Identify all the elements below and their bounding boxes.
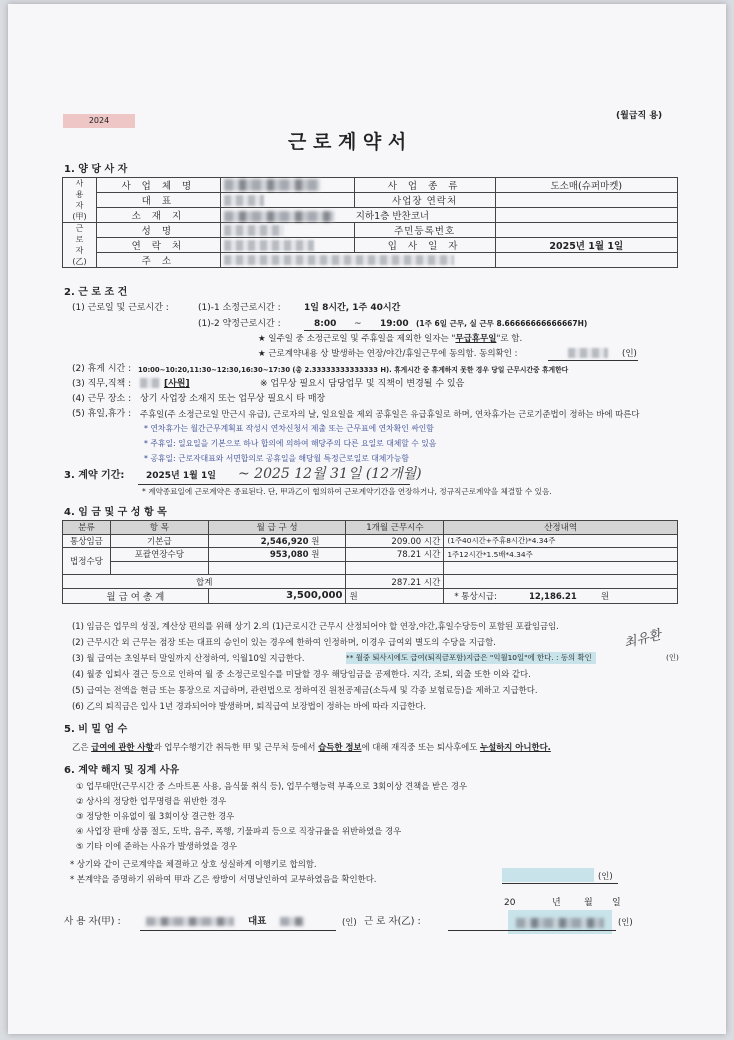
employee-address-value [220, 253, 495, 268]
business-phone-label: 사업장 연락처 [354, 193, 495, 208]
employee-signature-label: 근 로 자(乙) : [364, 916, 421, 927]
company-name-label: 사 업 체 명 [96, 178, 220, 193]
job-value: [사원] [164, 379, 190, 389]
closing-proof: * 본계약을 증명하기 위하여 甲과 乙은 쌍방이 서명날인하여 교부하였음을 확인한다. [70, 874, 377, 884]
contract-note: * 계약종료일에 근로계약은 종료된다. 단, 甲과乙이 협의하여 근로계약기간을 연장하거나, 정규직근로계약을 체결할 수 있음. [142, 487, 552, 496]
employee-name-value [220, 223, 354, 238]
closing-agreement: * 상기와 같이 근로계약을 체결하고 상호 성실하게 이행키로 합의함. [70, 859, 317, 869]
wage-header-amount: 월 급 구 성 [208, 521, 346, 535]
contract-paper [8, 4, 726, 1034]
holiday-bullet-3: * 공휴일: 근로자대표와 서면합의로 공휴일을 해당월 특정근로일로 대체가능함 [144, 454, 409, 463]
employee-address-right-empty [495, 253, 677, 268]
employee-name-label: 성 명 [96, 223, 220, 238]
employer-group-label: 사 용 자 (甲) [63, 178, 97, 223]
termination-item-5: ⑤ 기타 이에 준하는 사유가 발생하였을 경우 [76, 841, 238, 851]
wage-note-1: (1) 임금은 업무의 성질, 계산상 편의를 위해 상기 2.의 (1)근로시간 근무시 산정되어야 할 연장,야간,휴일수당등이 포함된 포괄임금임. [72, 621, 559, 631]
holiday-value: 주휴일(주 소정근로일 만근시 유급), 근로자의 날, 일요일을 제외 공휴일은 유급휴일로 하며, 연차휴가는 근로기준법이 정하는 바에 따른다 [140, 409, 640, 419]
wage-header-calc: 산정내역 [444, 521, 678, 535]
closing-seal: (인) [598, 871, 613, 881]
holiday-bullet-1: * 연차휴가는 월간근무계획표 작성시 연차신청서 제출 또는 근무표에 연차확인 싸인함 [144, 424, 434, 433]
parties-table [62, 177, 678, 268]
section5-heading: 5. 비 밀 엄 수 [64, 724, 128, 735]
job-label: (3) 직무,직책 : [72, 379, 132, 389]
time-underline [304, 330, 412, 331]
consent-underline [548, 360, 638, 361]
table-row [63, 548, 678, 562]
date-day-unit: 일 [612, 898, 621, 908]
business-phone-value [495, 193, 677, 208]
handwritten-signature: 최유환 [622, 627, 663, 652]
closing-highlight [502, 868, 594, 882]
wage-table [62, 520, 678, 604]
employer-seal: (인) [342, 917, 357, 927]
sum-hours: 287.21 시간 [346, 575, 444, 589]
place-label: (4) 근무 장소 : [72, 394, 132, 404]
business-type-value: 도소매(슈퍼마켓) [495, 178, 677, 193]
date-year: 20 [504, 898, 516, 908]
contract-underline [138, 484, 410, 485]
employee-underline [448, 930, 616, 931]
start-date-value: 2025년 1월 1일 [495, 238, 677, 253]
place-value: 상기 사업장 소재지 또는 업무상 필요시 타 매장 [140, 394, 326, 404]
contract-end-handwritten: ~ 2025 12월 31일 (12개월) [238, 466, 422, 482]
job-note: ※ 업무상 필요시 담당업무 및 직책이 변경될 수 있음 [260, 379, 465, 389]
row-hours: 78.21 시간 [346, 548, 444, 562]
wage-note-2: (2) 근무시간 외 근무는 점장 또는 대표의 승인이 있는 경우에 한하여 인정하며, 이경우 급여외 별도의 수당을 지급함. [72, 637, 496, 647]
agreed-start: 8:00 [314, 319, 337, 329]
table-row [63, 534, 678, 548]
agreed-note: (1주 6일 근무, 실 근무 8.66666666666667H) [416, 319, 588, 328]
row-calc: 1주12시간*1.5배*4.34주 [444, 548, 678, 562]
representative-value [220, 193, 354, 208]
agreed-tilde: ~ [354, 319, 362, 329]
wage-header-hours: 1개월 근무시수 [346, 521, 444, 535]
employer-name-redacted [146, 917, 234, 926]
agreed-end: 19:00 [380, 319, 409, 329]
employee-group-label: 근 로 자 (乙) [63, 223, 97, 268]
employer-signature-label: 사 용 자(甲) : [64, 916, 121, 927]
wage-note-3: (3) 월 급여는 초일부터 말일까지 산정하여, 익월10일 지급한다. [72, 653, 305, 663]
employee-seal: (인) [618, 917, 633, 927]
total-label: 월 급 여 총 계 [63, 588, 209, 603]
wage-note-4: (4) 월중 입퇴사 결근 등으로 인하여 월 중 소정근로일수를 미달할 경우 해당임금을 공제한다. 지각, 조퇴, 외출 또한 이와 같다. [72, 669, 531, 679]
section6-heading: 6. 계약 해지 및 징계 사유 [64, 765, 180, 776]
section1-heading: 1. 양 당 사 자 [64, 164, 128, 175]
overtime-consent: ★ 근로계약내용 상 발생하는 연장/야간/휴일근무에 동의함. 동의확인 : [258, 349, 518, 359]
termination-item-4: ④ 사업장 판매 상품 절도, 도박, 음주, 폭행, 기물파괴 등으로 직장규율을 위반하였을 경우 [76, 826, 402, 836]
year-badge: 2024 [63, 114, 135, 128]
start-date-label: 입 사 일 자 [354, 238, 495, 253]
contract-start: 2025년 1월 1일 [146, 471, 216, 481]
row-category: 통상임금 [63, 534, 111, 548]
total-unit: 원 [346, 588, 444, 603]
job-title-redacted [140, 378, 160, 388]
employee-phone-label: 연 락 처 [96, 238, 220, 253]
regular-hours-value: 1일 8시간, 1주 40시간 [304, 303, 401, 313]
resign-pay-note: ** 월중 퇴사시에도 급여(퇴직금포함)지급은 "익월10일"에 한다. : 동의 확인 [346, 652, 596, 664]
contract-period-label: 3. 계약 기간: [64, 470, 125, 481]
termination-item-2: ② 상사의 정당한 업무명령을 위반한 경우 [76, 796, 227, 806]
employee-address-label: 주 소 [96, 253, 220, 268]
unpaid-day-note: ★ 일주일 중 소정근로일 및 주휴일을 제외한 일자는 "무급휴무일"로 함. [258, 334, 523, 344]
termination-item-1: ① 업무태만(근무시간 중 스마트폰 사용, 음식물 취식 등), 업무수행능력 부족으로 3회이상 견책을 받은 경우 [76, 781, 468, 791]
date-year-unit: 년 [552, 898, 561, 908]
section4-heading: 4. 임 금 및 구 성 항 목 [64, 507, 167, 518]
wage-note-5: (5) 급여는 전액을 현금 또는 통장으로 지급하며, 관련법으로 정하여진 원천공제금(소득세 및 각종 보험료등)을 제하고 지급한다. [72, 685, 538, 695]
agreed-hours-label: (1)-2 약정근로시간 : [198, 319, 281, 329]
holiday-label: (5) 휴일,휴가 : [72, 409, 132, 419]
resident-number-label: 주민등록번호 [354, 223, 495, 238]
resign-pay-seal: (인) [666, 653, 679, 662]
wage-note-6: (6) 乙의 퇴직금은 입사 1년 경과되어야 발생하며, 퇴직급여 보장법이 정하는 바에 따라 지급한다. [72, 701, 427, 711]
wage-type-label: (월급직 용) [616, 111, 663, 121]
date-month-unit: 월 [584, 898, 593, 908]
confidentiality-text: 乙은 급여에 관한 사항과 업무수행기간 취득한 甲 및 근무처 등에서 습득한 정보에 대해 재직중 또는 퇴사후에도 누설하지 아니한다. [72, 742, 551, 752]
address-right-empty [495, 208, 677, 223]
hourly-wage: * 통상시급: 12,186.21 원 [444, 588, 678, 603]
row-hours: 209.00 시간 [346, 534, 444, 548]
company-name-value [220, 178, 354, 193]
representative-name-redacted [280, 917, 304, 926]
wage-header-item: 항 목 [110, 521, 208, 535]
work-days-label: (1) 근로일 및 근로시간 : [72, 303, 169, 313]
wage-header-category: 분류 [63, 521, 111, 535]
employer-underline [140, 930, 336, 931]
address-value: 지하1층 반찬코너 [220, 208, 495, 223]
closing-underline [502, 883, 618, 884]
consent-signature-redacted [568, 348, 608, 358]
row-category: 법정수당 [63, 548, 111, 575]
termination-item-3: ③ 정당한 이유없이 월 3회이상 결근한 경우 [76, 811, 235, 821]
address-label: 소 재 지 [96, 208, 220, 223]
row-amount: 953,080 원 [208, 548, 346, 562]
business-type-label: 사 업 종 류 [354, 178, 495, 193]
row-amount: 2,546,920 원 [208, 534, 346, 548]
employee-name-redacted [516, 918, 604, 928]
resident-number-value [495, 223, 677, 238]
representative-signature-label: 대표 [248, 916, 267, 927]
row-item: 포괄연장수당 [110, 548, 208, 562]
sum-label: 합계 [63, 575, 346, 589]
employee-phone-value [220, 238, 354, 253]
row-calc: (1주40시간+주휴8시간)*4.34주 [444, 534, 678, 548]
document-title: 근 로 계 약 서 [288, 131, 407, 153]
break-label: (2) 휴게 시간 : [72, 364, 132, 374]
consent-seal: (인) [622, 349, 637, 359]
regular-hours-label: (1)-1 소정근로시간 : [198, 303, 281, 313]
total-value: 3,500,000 [208, 588, 346, 603]
break-value: 10:00~10:20,11:30~12:30,16:30~17:30 (총 2.33333333333333 H). 휴게시간 중 휴게하지 못한 경우 당일 근무시간중 휴게한다 [138, 366, 569, 374]
row-item: 기본급 [110, 534, 208, 548]
section2-heading: 2. 근 로 조 건 [64, 287, 128, 298]
representative-label: 대 표 [96, 193, 220, 208]
holiday-bullet-2: * 주휴일: 일요일을 기본으로 하나 합의에 의하여 해당주의 다른 요일로 대체할 수 있음 [144, 439, 437, 448]
